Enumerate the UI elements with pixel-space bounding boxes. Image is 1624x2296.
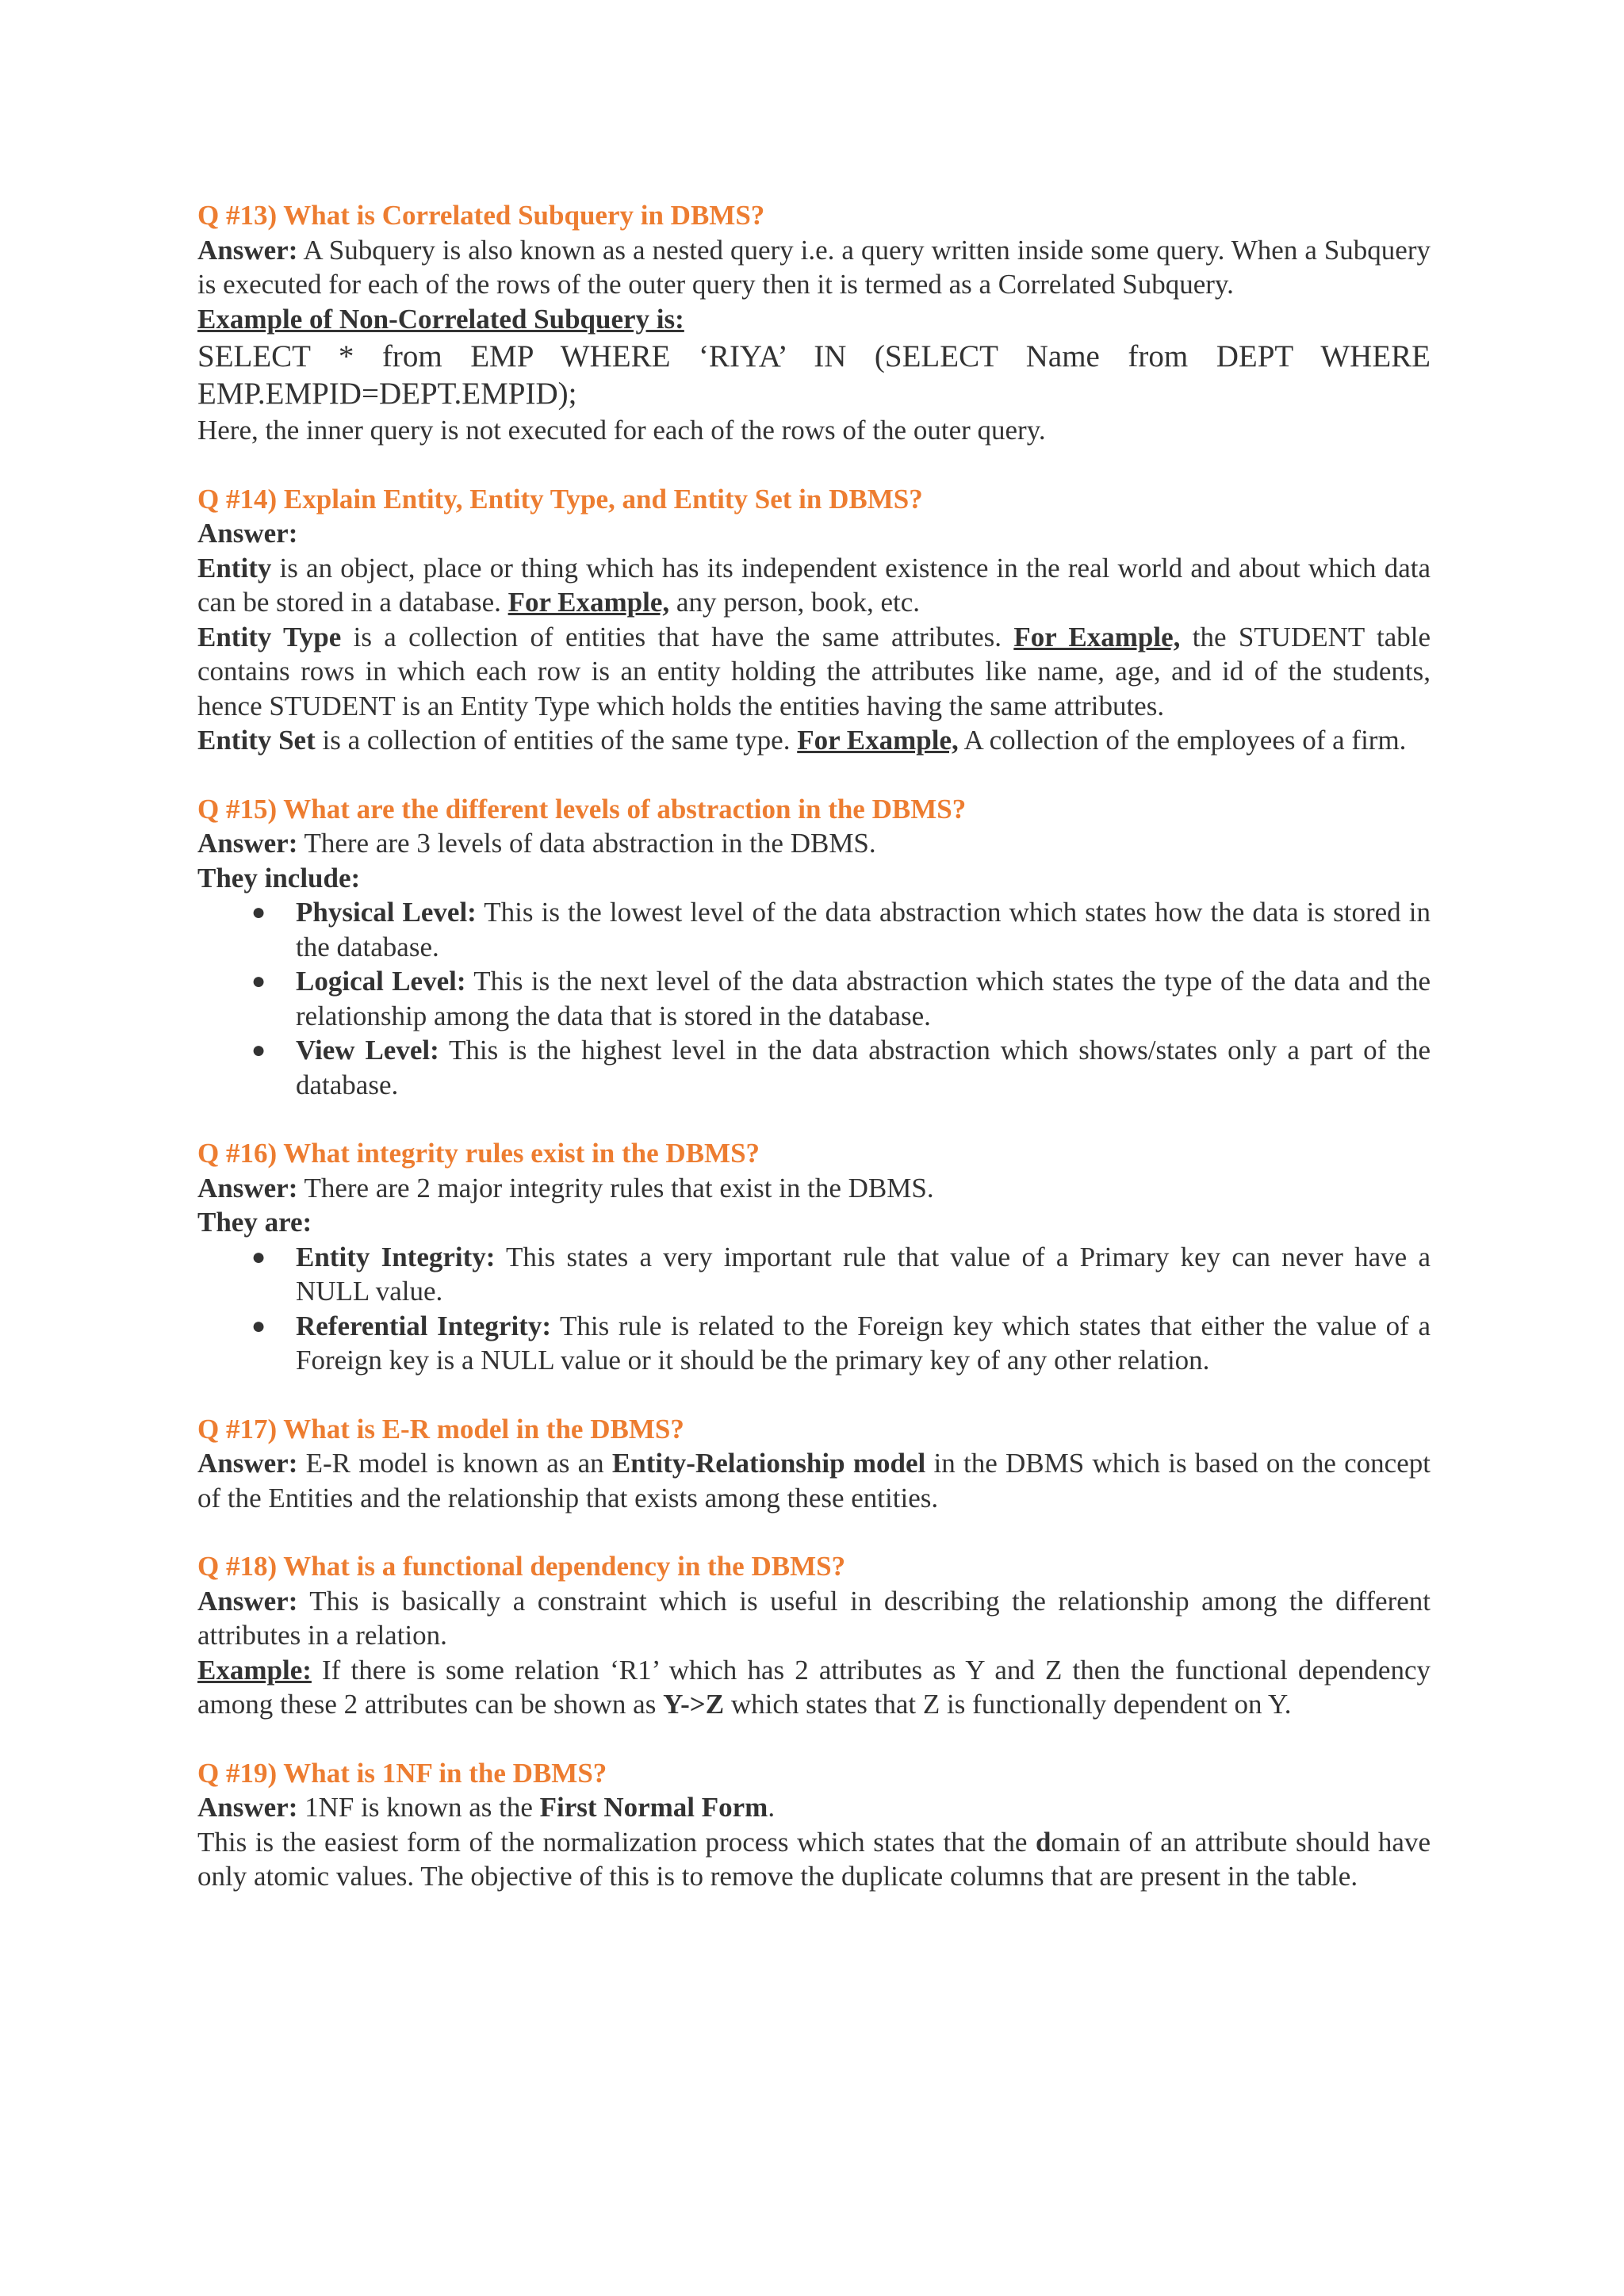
answer-text: A Subquery is also known as a nested query i.e. a query written inside some query. When a Subquery is executed for each of the rows of the outer query then it is termed as a Correlated Subquery. <box>197 234 1431 300</box>
question-18-answer <box>197 1584 1431 1653</box>
example-label: Example: <box>197 1654 312 1686</box>
question-13-note: Here, the inner query is not executed for each of the rows of the outer query. <box>197 415 1046 446</box>
list-item-text: This is the highest level in the data abstraction which shows/states only a part of the database. <box>296 1035 1431 1100</box>
list-item-term: Referential Integrity: <box>296 1310 551 1341</box>
list-item-text: This is the lowest level of the data abstraction which states how the data is stored in the database. <box>296 897 1431 962</box>
list-item-text: This is the next level of the data abstraction which states the type of the data and the relationship among the data that is stored in the database. <box>296 966 1431 1031</box>
bullet-icon: ● <box>251 1037 266 1063</box>
question-17-answer <box>197 1446 1431 1515</box>
list-item-term: View Level: <box>296 1035 439 1066</box>
question-13-title: Q #13) What is Correlated Subquery in DBMS? <box>197 200 765 231</box>
document-page <box>197 198 1431 1894</box>
paragraph-text: This is the easiest form of the normalization process which states that the <box>197 1826 1036 1858</box>
question-16-title: Q #16) What integrity rules exist in the DBMS? <box>197 1138 760 1169</box>
question-15 <box>197 792 1431 1103</box>
example-bold: Y->Z <box>663 1689 725 1720</box>
answer-text: This is basically a constraint which is useful in describing the relationship among the different attributes in a relation. <box>197 1585 1431 1651</box>
integrity-rules-list <box>197 1240 1431 1378</box>
list-item <box>251 1033 1431 1102</box>
paragraph-bold: d <box>1035 1826 1051 1858</box>
example-text-continued: which states that Z is functionally dependent on Y. <box>724 1689 1292 1720</box>
entity-type-definition <box>197 620 1431 724</box>
entity-definition <box>197 551 1431 620</box>
answer-text: There are 3 levels of data abstraction in the DBMS. <box>297 828 876 859</box>
question-17 <box>197 1412 1431 1516</box>
sql-line-2: EMP.EMPID=DEPT.EMPID); <box>197 377 577 411</box>
entity-set-term: Entity Set <box>197 725 316 756</box>
answer-text-continued: . <box>768 1792 776 1823</box>
list-item-text: This states a very important rule that value of a Primary key can never have a NULL value. <box>296 1241 1431 1307</box>
entity-set-text: is a collection of entities of the same type. <box>315 725 798 756</box>
list-item <box>251 1309 1431 1378</box>
list-item <box>251 964 1431 1033</box>
answer-text: There are 2 major integrity rules that exist in the DBMS. <box>297 1172 934 1203</box>
question-18-example <box>197 1653 1431 1722</box>
list-item <box>251 895 1431 964</box>
answer-text: E-R model is known as an <box>297 1448 612 1479</box>
question-15-answer <box>197 826 1431 861</box>
answer-label: Answer: <box>197 518 298 549</box>
question-18 <box>197 1549 1431 1722</box>
answer-label: Answer: <box>197 1792 298 1823</box>
entity-type-example-text: the STUDENT table contains rows in which each row is an entity holding the attributes like name, age, and id of the students, hence STUDENT is an Entity Type which holds the entities having the same attributes. <box>197 621 1431 721</box>
question-16 <box>197 1136 1431 1378</box>
entity-set-example-label: For Example, <box>797 725 959 756</box>
answer-text-continued: in the DBMS which is based on the concept of the Entities and the relationship that exists among these entities. <box>197 1448 1431 1513</box>
answer-label: Answer: <box>197 1585 298 1617</box>
example-heading: Example of Non-Correlated Subquery is: <box>197 303 684 335</box>
question-16-answer <box>197 1171 1431 1206</box>
bullet-icon: ● <box>251 1243 266 1270</box>
question-18-title: Q #18) What is a functional dependency in the DBMS? <box>197 1551 846 1582</box>
question-19-title: Q #19) What is 1NF in the DBMS? <box>197 1757 607 1789</box>
bullet-icon: ● <box>251 899 266 925</box>
question-15-title: Q #15) What are the different levels of abstraction in the DBMS? <box>197 793 967 825</box>
answer-label: Answer: <box>197 1448 298 1479</box>
list-heading: They are: <box>197 1207 312 1238</box>
question-19 <box>197 1756 1431 1894</box>
list-item-text: This rule is related to the Foreign key which states that either the value of a Foreign key is a NULL value or it should be the primary key of any other relation. <box>296 1310 1431 1376</box>
answer-label: Answer: <box>197 234 298 266</box>
entity-type-text: is a collection of entities that have the same attributes. <box>341 621 1014 652</box>
question-14 <box>197 482 1431 758</box>
question-19-paragraph <box>197 1825 1431 1894</box>
entity-set-example-text: A collection of the employees of a firm. <box>958 725 1407 756</box>
abstraction-levels-list <box>197 895 1431 1102</box>
entity-set-definition <box>197 723 1431 758</box>
example-text: If there is some relation ‘R1’ which has 2 attributes as Y and Z then the functional dependency among these 2 attributes can be shown as <box>197 1654 1431 1720</box>
bold-term: First Normal Form <box>539 1792 768 1823</box>
list-item-term: Logical Level: <box>296 966 466 997</box>
answer-label: Answer: <box>197 1172 298 1203</box>
question-17-title: Q #17) What is E-R model in the DBMS? <box>197 1413 684 1445</box>
sql-line-1: SELECT * from EMP WHERE ‘RIYA’ IN (SELECT Name from DEPT WHERE <box>197 339 1431 373</box>
bold-term: Entity-Relationship model <box>611 1448 926 1479</box>
bullet-icon: ● <box>251 1312 266 1339</box>
question-19-answer <box>197 1790 1431 1825</box>
list-heading: They include: <box>197 862 361 894</box>
paragraph-text-continued: omain of an attribute should have only atomic values. The objective of this is to remove the duplicate columns that are present in the table. <box>197 1826 1431 1892</box>
entity-term: Entity <box>197 552 272 584</box>
list-item-term: Entity Integrity: <box>296 1241 496 1272</box>
bullet-icon: ● <box>251 968 266 994</box>
question-14-title: Q #14) Explain Entity, Entity Type, and Entity Set in DBMS? <box>197 483 923 515</box>
question-13 <box>197 198 1431 448</box>
list-item <box>251 1240 1431 1309</box>
entity-type-example-label: For Example, <box>1013 621 1181 652</box>
entity-example-label: For Example, <box>508 587 670 618</box>
entity-example-text: any person, book, etc. <box>669 587 921 618</box>
question-13-answer <box>197 233 1431 302</box>
entity-text: is an object, place or thing which has its independent existence in the real world and about which data can be stored in a database. <box>197 552 1431 618</box>
list-item-term: Physical Level: <box>296 897 477 928</box>
entity-type-term: Entity Type <box>197 621 342 652</box>
answer-label: Answer: <box>197 828 298 859</box>
answer-text: 1NF is known as the <box>297 1792 540 1823</box>
